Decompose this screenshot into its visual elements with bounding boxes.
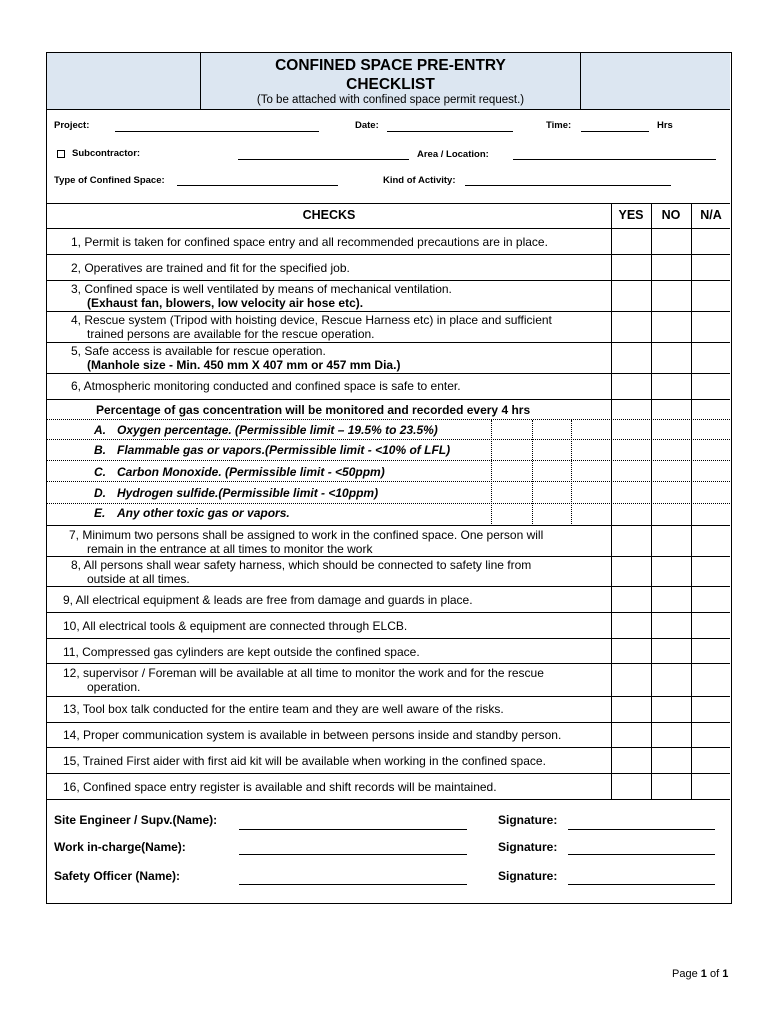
engineer-signature-field[interactable] (568, 829, 715, 830)
check-text-13: 13, Tool box talk conducted for the entire team and they are well aware of the risks. (63, 702, 504, 716)
check-text-6: 6, Atmospheric monitoring conducted and confined space is safe to enter. (71, 379, 461, 393)
gas-b-text: Flammable gas or vapors.(Permissible limit - <10% of LFL) (117, 443, 451, 457)
check-row-12 (47, 664, 730, 697)
checks-header-row (47, 203, 730, 229)
check-row-3 (47, 281, 730, 312)
gas-heading: Percentage of gas concentration will be monitored and recorded every 4 hrs (96, 403, 531, 417)
check-text-8-detail: outside at all times. (87, 572, 190, 586)
check-row-16 (47, 774, 730, 800)
form-title (201, 56, 580, 94)
check-text-14: 14, Proper communication system is available in between persons inside and standby person. (63, 728, 562, 742)
gas-row-e (47, 504, 730, 526)
check-row-1 (47, 229, 730, 255)
work-incharge-label: Work in-charge(Name): (54, 840, 186, 854)
gas-b-letter: B. (94, 443, 106, 457)
area-field[interactable] (513, 159, 716, 160)
gas-heading-row (47, 400, 730, 420)
type-field[interactable] (177, 185, 338, 186)
gas-row-d (47, 482, 730, 504)
checklist-sheet (46, 52, 732, 904)
subcontractor-label: Subcontractor: (72, 148, 141, 159)
check-text-12: 12, supervisor / Foreman will be available at all time to monitor the work and for the rescue (63, 666, 544, 680)
check-text-7: 7, Minimum two persons shall be assigned to work in the confined space. One person will (69, 528, 544, 542)
check-text-2: 2, Operatives are trained and fit for the specified job. (71, 261, 350, 275)
date-field[interactable] (387, 131, 513, 132)
page-current: 1 (700, 968, 707, 980)
check-row-11 (47, 639, 730, 664)
engineer-signature-label: Signature: (498, 813, 558, 827)
check-row-2 (47, 255, 730, 281)
safety-officer-signature-label: Signature: (498, 869, 558, 883)
check-text-5-detail: (Manhole size - Min. 450 mm X 407 mm or 457 mm Dia.) (87, 358, 401, 372)
project-field[interactable] (115, 131, 319, 132)
page-of: of (709, 968, 720, 980)
form-subtitle: (To be attached with confined space permit request.) (256, 94, 525, 106)
work-incharge-name-field[interactable] (239, 854, 467, 855)
gas-a-letter: A. (94, 423, 106, 437)
gas-row-c (47, 461, 730, 482)
check-text-15: 15, Trained First aider with first aid kit will be available when working in the confined space. (63, 754, 546, 768)
subcontractor-field[interactable] (238, 159, 409, 160)
safety-officer-name-field[interactable] (239, 884, 467, 885)
date-label: Date: (355, 120, 379, 131)
na-column-header: N/A (700, 208, 722, 222)
work-incharge-signature-field[interactable] (568, 854, 715, 855)
gas-e-text: Any other toxic gas or vapors. (117, 506, 290, 520)
gas-d-letter: D. (94, 486, 106, 500)
check-row-9 (47, 587, 730, 613)
area-label: Area / Location: (417, 149, 489, 160)
check-text-4: 4, Rescue system (Tripod with hoisting device, Rescue Harness etc) in place and sufficient (71, 313, 552, 327)
checks-column-header: CHECKS (302, 208, 356, 222)
gas-a-text: Oxygen percentage. (Permissible limit – 19.5% to 23.5%) (117, 423, 438, 437)
check-row-4 (47, 312, 730, 343)
safety-officer-label: Safety Officer (Name): (54, 869, 181, 883)
time-field[interactable] (581, 131, 649, 132)
gas-row-a (47, 420, 730, 440)
title-line-2: CHECKLIST (346, 76, 435, 93)
check-row-10 (47, 613, 730, 639)
check-text-1: 1, Permit is taken for confined space entry and all recommended precautions are in place. (71, 235, 548, 249)
check-text-3-detail: (Exhaust fan, blowers, low velocity air hose etc). (87, 296, 364, 310)
check-text-16: 16, Confined space entry register is available and shift records will be maintained. (63, 780, 497, 794)
gas-e-letter: E. (94, 506, 106, 520)
form-header (47, 53, 730, 110)
title-line-1: CONFINED SPACE PRE-ENTRY (275, 57, 506, 74)
check-text-4-detail: trained persons are available for the rescue operation. (87, 327, 375, 341)
check-text-8: 8, All persons shall wear safety harness, which should be connected to safety line from (71, 558, 532, 572)
gas-d-text: Hydrogen sulfide.(Permissible limit - <10ppm) (117, 486, 379, 500)
header-left-cell (47, 53, 201, 109)
gas-c-letter: C. (94, 465, 106, 479)
safety-officer-signature-field[interactable] (568, 884, 715, 885)
check-row-13 (47, 697, 730, 723)
check-row-7 (47, 526, 730, 557)
gas-row-b (47, 440, 730, 461)
activity-label: Kind of Activity: (383, 175, 456, 186)
check-row-15 (47, 748, 730, 774)
project-label: Project: (54, 120, 90, 131)
page-number (672, 968, 728, 980)
activity-field[interactable] (465, 185, 671, 186)
check-text-5: 5, Safe access is available for rescue operation. (71, 344, 326, 358)
gas-c-text: Carbon Monoxide. (Permissible limit - <50ppm) (117, 465, 385, 479)
check-text-11: 11, Compressed gas cylinders are kept outside the confined space. (63, 645, 420, 659)
type-label: Type of Confined Space: (54, 175, 165, 186)
check-row-6 (47, 374, 730, 400)
check-text-10: 10, All electrical tools & equipment are connected through ELCB. (63, 619, 408, 633)
work-incharge-signature-label: Signature: (498, 840, 558, 854)
subcontractor-checkbox[interactable] (57, 150, 65, 158)
no-column-header: NO (661, 208, 681, 222)
check-text-9: 9, All electrical equipment & leads are free from damage and guards in place. (63, 593, 473, 607)
check-text-12-detail: operation. (87, 680, 141, 694)
hrs-label: Hrs (657, 120, 673, 131)
time-label: Time: (546, 120, 572, 131)
check-row-14 (47, 723, 730, 748)
check-text-3: 3, Confined space is well ventilated by means of mechanical ventilation. (71, 282, 452, 296)
header-right-cell (580, 53, 731, 109)
yes-column-header: YES (618, 208, 644, 222)
engineer-label: Site Engineer / Supv.(Name): (54, 813, 218, 827)
page-total: 1 (722, 968, 729, 980)
check-text-7-detail: remain in the entrance at all times to monitor the work (87, 542, 373, 556)
engineer-name-field[interactable] (239, 829, 467, 830)
check-row-5 (47, 343, 730, 374)
check-row-8 (47, 557, 730, 587)
page-word: Page (672, 968, 698, 980)
